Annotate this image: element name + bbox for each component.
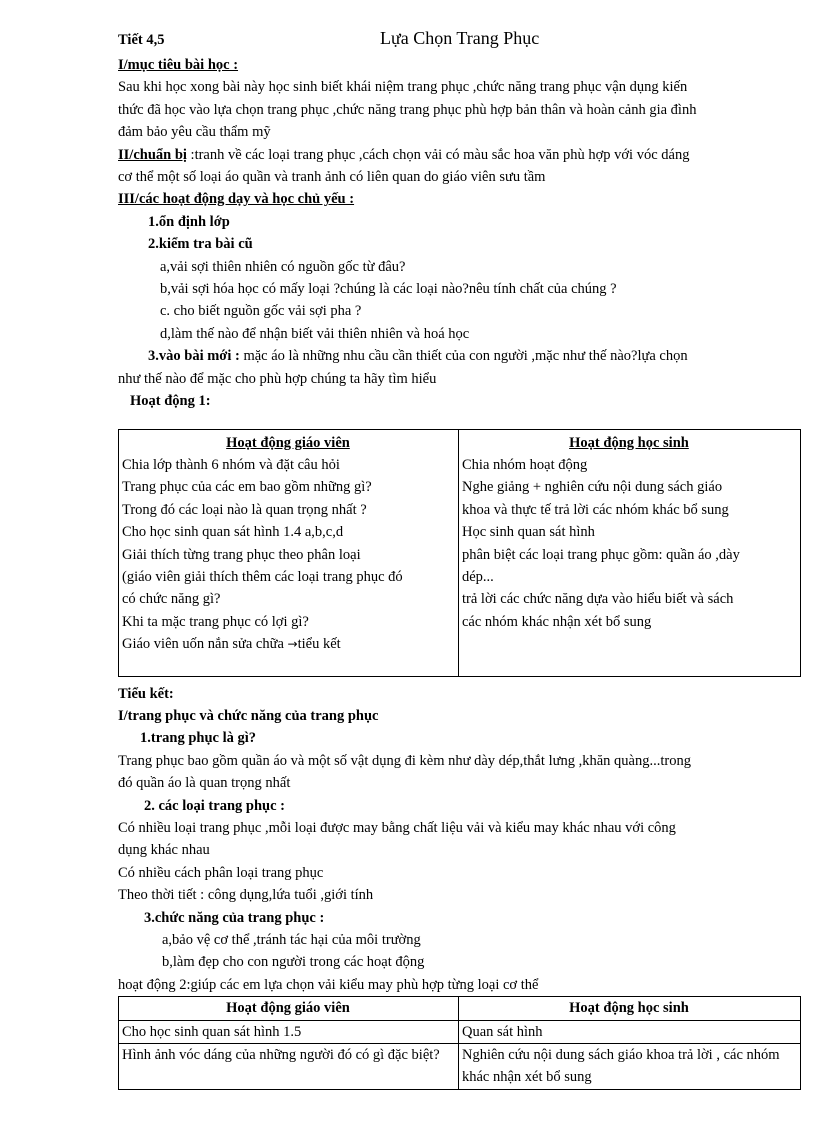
student-line: Chia nhóm hoạt động: [462, 456, 588, 473]
student-cell: Quan sát hình: [459, 1020, 801, 1043]
objectives-line: đảm bảo yêu cầu thẩm mỹ: [118, 124, 271, 141]
student-column: [459, 429, 801, 676]
summary-line: Có nhiều loại trang phục ,mỗi loại được may bằng chất liệu vải và kiểu may khác nhau với công: [118, 819, 676, 836]
review-question: d,làm thế nào để nhận biết vải thiên nhiên và hoá học: [160, 325, 470, 342]
student-line: các nhóm khác nhận xét bổ sung: [462, 613, 652, 630]
summary-line: đó quần áo là quan trọng nhất: [118, 775, 291, 792]
new-lesson-label: 3.vào bài mới :: [148, 348, 240, 365]
page-title: Lựa Chọn Trang Phục: [380, 28, 540, 48]
summary-line: Theo thời tiết : công dụng,lứa tuổi ,giới tính: [118, 887, 374, 904]
student-line: trả lời các chức năng dựa vào hiểu biết và sách: [462, 591, 734, 608]
arrow-right-icon: →: [287, 637, 298, 652]
review-question: c. cho biết nguồn gốc vải sợi pha ?: [160, 303, 362, 320]
activity-2-heading: hoạt động 2:giúp các em lựa chọn vải kiểu may phù hợp từng loại cơ thể: [118, 976, 539, 993]
subheading-what-is-clothing: 1.trang phục là gì?: [140, 730, 257, 747]
subheading-clothing-functions: 3.chức năng của trang phục :: [144, 909, 325, 926]
preparation-paragraph: [118, 144, 800, 166]
teacher-line-last: [122, 633, 454, 655]
teacher-cell: Cho học sinh quan sát hình 1.5: [119, 1020, 459, 1043]
new-lesson-intro: [118, 345, 800, 367]
preparation-text: :tranh về các loại trang phục ,cách chọn vải có màu sắc hoa văn phù hợp với vóc dáng: [186, 146, 690, 163]
activity-1-heading: Hoạt động 1:: [130, 393, 211, 410]
teacher-last-end: tiểu kết: [297, 636, 341, 653]
summary-part-1: I/trang phục và chức năng của trang phục: [118, 707, 379, 724]
objectives-line: thức đã học vào lựa chọn trang phục ,chức năng trang phục phù hợp bản thân và hoàn cảnh gia đình: [118, 101, 697, 118]
student-line: Học sinh quan sát hình: [462, 524, 595, 541]
student-line: khoa và thực tế trả lời các nhóm khác bổ sung: [462, 501, 729, 518]
document-header: [118, 28, 800, 54]
summary-line: dụng khác nhau: [118, 842, 210, 859]
teacher-line: Trong đó các loại nào là quan trọng nhất ?: [122, 501, 367, 518]
preparation-line: cơ thể một số loại áo quần và tranh ảnh có liên quan do giáo viên sưu tầm: [118, 169, 546, 186]
student-line: Nghe giảng + nghiên cứu nội dung sách giáo: [462, 479, 723, 496]
teacher-line: (giáo viên giải thích thêm các loại trang phục đó: [122, 568, 403, 585]
teacher-line: Cho học sinh quan sát hình 1.4 a,b,c,d: [122, 524, 344, 541]
teacher-line: Khi ta mặc trang phục có lợi gì?: [122, 613, 309, 630]
summary-line: b,làm đẹp cho con người trong các hoạt động: [162, 954, 425, 971]
student-line: phân biệt các loại trang phục gồm: quần áo ,dày: [462, 546, 740, 563]
teacher-column-header: Hoạt động giáo viên: [119, 997, 459, 1020]
activity-1-table: [118, 429, 801, 677]
teacher-column-header: Hoạt động giáo viên: [226, 434, 350, 451]
teacher-line: Chia lớp thành 6 nhóm và đặt câu hỏi: [122, 456, 340, 473]
teacher-line: có chức năng gì?: [122, 591, 221, 608]
review-question: b,vải sợi hóa học có mấy loại ?chúng là các loại nào?nêu tính chất của chúng ?: [160, 281, 617, 298]
student-column-header: Hoạt động học sinh: [459, 997, 801, 1020]
teacher-column: [119, 429, 459, 676]
teacher-line: Giải thích từng trang phục theo phân loại: [122, 546, 361, 563]
student-column-header: Hoạt động học sinh: [569, 434, 689, 451]
summary-line: a,bảo vệ cơ thể ,tránh tác hại của môi trường: [162, 931, 421, 948]
teacher-last-text: Giáo viên uốn nắn sửa chữa: [122, 636, 288, 653]
summary-line: Có nhiều cách phân loại trang phục: [118, 864, 324, 881]
lesson-number: Tiết 4,5: [118, 32, 165, 48]
objectives-line: Sau khi học xong bài này học sinh biết khái niệm trang phục ,chức năng trang phục vận dụng kiến: [118, 79, 688, 96]
student-cell: Nghiên cứu nội dung sách giáo khoa trả lời , các nhóm khác nhận xét bổ sung: [459, 1044, 801, 1090]
teacher-line: Trang phục của các em bao gồm những gì?: [122, 479, 372, 496]
student-line: dép...: [462, 568, 494, 585]
new-lesson-line: như thế nào để mặc cho phù hợp chúng ta hãy tìm hiểu: [118, 370, 437, 387]
objectives-heading: I/mục tiêu bài học :: [118, 57, 239, 73]
preparation-heading: II/chuẩn bị: [118, 146, 187, 163]
summary-line: Trang phục bao gồm quần áo và một số vật dụng đi kèm như dày dép,thắt lưng ,khăn quàng...trong: [118, 752, 691, 769]
summary-heading: Tiểu kết:: [118, 685, 174, 702]
document-page: [118, 28, 800, 1090]
teacher-cell: Hình ảnh vóc dáng của những người đó có gì đặc biệt?: [119, 1044, 459, 1090]
review-question: a,vải sợi thiên nhiên có nguồn gốc từ đâu?: [160, 258, 406, 275]
new-lesson-text: mặc áo là những nhu cầu cần thiết của con người ,mặc như thế nào?lựa chọn: [239, 348, 688, 365]
activity-2-table: [118, 996, 801, 1090]
step-check-old-lesson: 2.kiểm tra bài cũ: [148, 236, 253, 253]
activities-heading: III/các hoạt động dạy và học chủ yếu :: [118, 191, 355, 208]
step-stabilize-class: 1.ổn định lớp: [148, 213, 230, 230]
subheading-clothing-types: 2. các loại trang phục :: [144, 797, 285, 814]
